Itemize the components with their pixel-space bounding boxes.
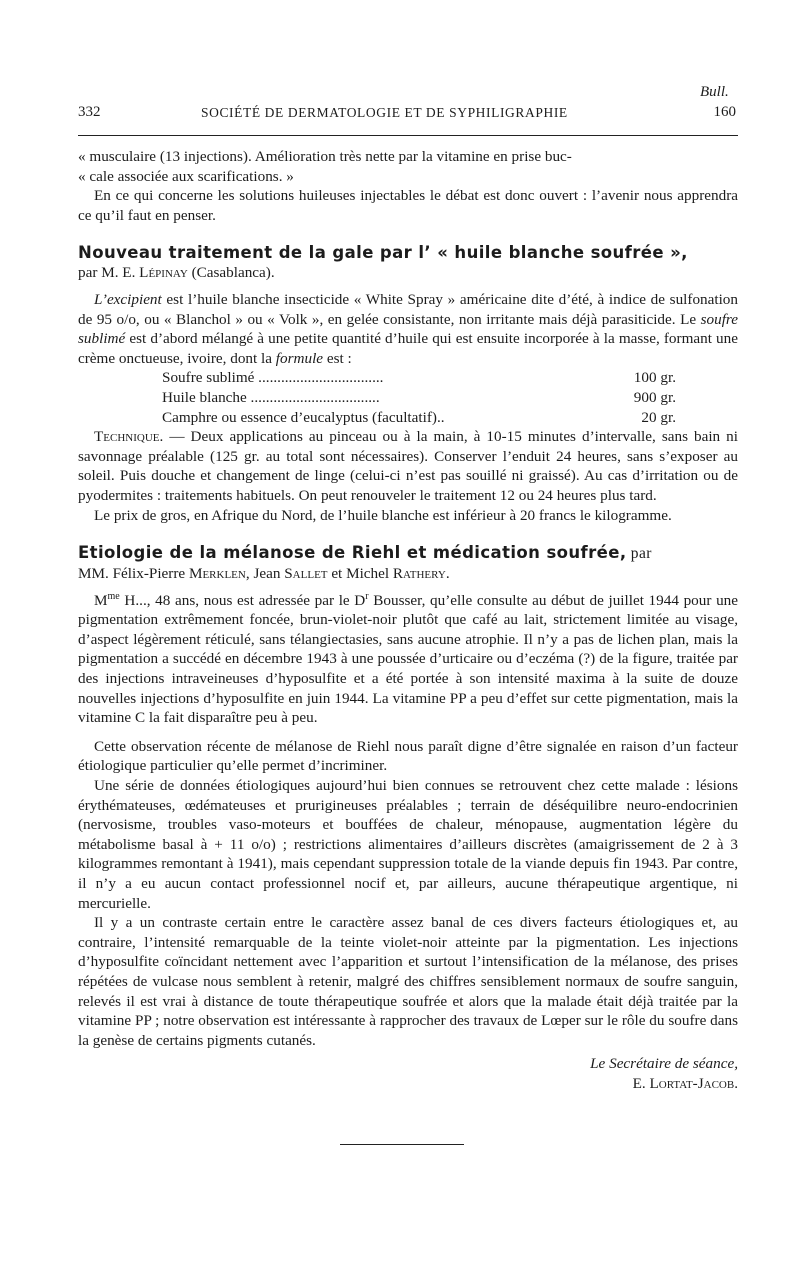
signature-suffix: . <box>734 1074 738 1092</box>
recipe-ingredient: Camphre ou essence d’eucalyptus (facultatif).. <box>162 408 445 426</box>
article1-paragraph-1 <box>78 290 738 368</box>
article1-title <box>78 242 738 263</box>
soufre-label: soufre sublimé <box>78 310 738 348</box>
byline-prefix: par M. E. <box>78 264 140 282</box>
signature-block <box>78 1054 738 1093</box>
end-rule <box>340 1144 464 1145</box>
signature-role: Le Secrétaire de séance, <box>590 1055 738 1073</box>
signature-prefix: E. <box>632 1074 650 1092</box>
price-paragraph: Le prix de gros, en Afrique du Nord, de l’huile blanche est inférieur à 20 francs le kilogramme. <box>94 506 672 524</box>
etiology-paragraph: Une série de données étiologiques aujourd’hui bien connues se retrouvent chez cette malade : lésions érythémateuses, œdémateuses et prurigineuses préalables ; terrain de déséquilibre neuro-endocrinien (nervosisme, troubles vaso-moteurs et bouffées de chaleur, ménopause, augmentation légère du métabolisme basal à + 11 o/o) ; restrictions alimentaires d’ailleurs discrètes (amaigrissement de 2 à 3 kilogrammes remontant à 1941), mais cependant suppression totale de la viande depuis fin 1943. Par contre, il n’y a eu aucun contact professionnel nocif et, par ailleurs, aucune thérapeutique argentique, ni mercurielle. <box>78 777 738 912</box>
byline-mid-2: et Michel <box>327 565 393 583</box>
author-merklen: Merklen <box>188 565 246 583</box>
recipe-row <box>162 408 738 428</box>
byline-prefix: MM. Félix-Pierre <box>78 565 189 583</box>
article2-title-text: Etiologie de la mélanose de Riehl et médication soufrée, <box>78 543 627 563</box>
signature-surname: Lortat-Jacob <box>649 1074 735 1092</box>
byline-suffix: (Casablanca). <box>187 264 275 282</box>
article2-title-tail: par <box>626 545 652 563</box>
running-header <box>78 104 738 126</box>
recipe-ingredient: Soufre sublimé ................................. <box>162 369 384 387</box>
excipient-label: L’excipient <box>94 290 162 308</box>
case-superscript: me <box>107 590 120 602</box>
header-rule <box>78 135 738 136</box>
technique-text: — Deux applications au pinceau ou à la main, à 10-15 minutes d’intervalle, sans bain ni savonnage préalable (125 gr. au total sont nécessaires). Conserver l’enduit 24 heures, sans s’exposer au soleil. Puis douche et changement de linge (celui-ci n’est pas souillé ni graissé). Au cas d’irritation ou de pyodermites : traitements habituels. On peut renouveler le traitement 12 ou 24 heures plus tard. <box>78 428 738 504</box>
author-lepinay: Lépinay <box>139 264 188 282</box>
issue-number: 160 <box>713 104 736 120</box>
recipe-quantity: 900 gr. <box>633 388 676 406</box>
recipe-ingredient: Huile blanche .................................. <box>162 388 380 406</box>
recipe-row <box>162 388 738 408</box>
article2-title <box>78 542 738 564</box>
page-number: 332 <box>78 104 101 120</box>
intro-line-1: « musculaire (13 injections). Amélioration très nette par la vitamine en prise buc- <box>78 148 572 165</box>
byline-suffix: . <box>445 565 450 583</box>
recipe-list <box>162 368 738 427</box>
recipe-row <box>162 368 738 388</box>
author-sallet: Sallet <box>284 565 328 583</box>
body-text <box>78 147 738 1094</box>
intro-paragraph: En ce qui concerne les solutions huileuses injectables le débat est donc ouvert : l’avenir nous apprendra ce qu’il faut en penser. <box>78 187 738 224</box>
case-text-a: H..., 48 ans, nous est adressée par le D <box>119 591 366 609</box>
signature-name <box>78 1074 738 1094</box>
case-prefix: M <box>94 591 108 609</box>
recipe-quantity: 100 gr. <box>633 369 676 387</box>
intro-line-2: « cale associée aux scarifications. » <box>78 167 294 185</box>
para1-a: est l’huile blanche insecticide « White Spray » américaine dite d’été, à indice de sulfonation de 95 o/o, ou « Blanchol » ou « Volk », en gelée consistante, non irritante mais déjà parasiticide. Le <box>78 290 738 328</box>
para1-c: est : <box>323 349 352 367</box>
article1-byline <box>78 263 738 283</box>
observation-paragraph: Cette observation récente de mélanose de Riehl nous paraît digne d’être signalée en raison d’un facteur étiologique particulier qu’elle permet d’incriminer. <box>78 737 738 775</box>
case-paragraph <box>78 591 738 728</box>
journal-title: SOCIÉTÉ DE DERMATOLOGIE ET DE SYPHILIGRAPHIE <box>201 105 568 120</box>
doctor-superscript: r <box>365 590 369 602</box>
bull-annotation: Bull. <box>700 84 729 100</box>
author-rathery: Rathery <box>392 565 446 583</box>
article2-byline <box>78 564 738 584</box>
para1-b: est d’abord mélangé à une petite quantité d’huile qui est ensuite incorporée à la masse, formant une crème onctueuse, ivoire, dont la <box>78 330 738 367</box>
byline-mid-1: , Jean <box>245 565 285 583</box>
technique-paragraph <box>78 427 738 505</box>
recipe-quantity: 20 gr. <box>641 408 676 426</box>
contrast-paragraph: Il y a un contraste certain entre le caractère assez banal de ces divers facteurs étiologiques et, au contraire, l’intensité remarquable de la teinte violet-noir atteinte par la pigmentation. Les injections d’hyposulfite coïncidant nettement avec l’apparition et surtout l’intensification de la mélanose, des prises répétées de vulcase nous semblent à retenir, malgré des chiffres sensiblement normaux de soufre sanguin, relevés il est vrai à distance de toute thérapeutique soufrée et alors que la malade était déjà traitée par la vitamine PP ; notre observation est intéressante à rapprocher des travaux de Lœper sur le rôle du soufre dans la genèse de certains pigments cutanés. <box>78 914 738 1049</box>
formule-label: formule <box>275 349 324 367</box>
article1-title-text: Nouveau traitement de la gale par l’ « huile blanche soufrée », <box>78 243 688 263</box>
case-text-b: Bousser, qu’elle consulte au début de juillet 1944 pour une pigmentation extrêmement foncée, brun-violet-noir plutôt que café au lait, strictement limitée au visage, d’aspect légèrement réticulé, sans télangiectasies, sans aucune atrophie. Il n’y a pas de lichen plan, mais la pigmentation a succédé en décembre 1943 à une poussée d’urticaire ou d’eczéma (?) de la figure, traitée par des injections intraveineuses d’hyposulfite et a été portée à son intensité maxima à la suite de douze nouvelles injections d’hyposulfite en juin 1944. La vitamine PP a peu d’effet sur cette pigmentation, mais la vitamine C la fait disparaître peu à peu. <box>78 591 738 727</box>
technique-label: Technique. <box>94 428 164 446</box>
